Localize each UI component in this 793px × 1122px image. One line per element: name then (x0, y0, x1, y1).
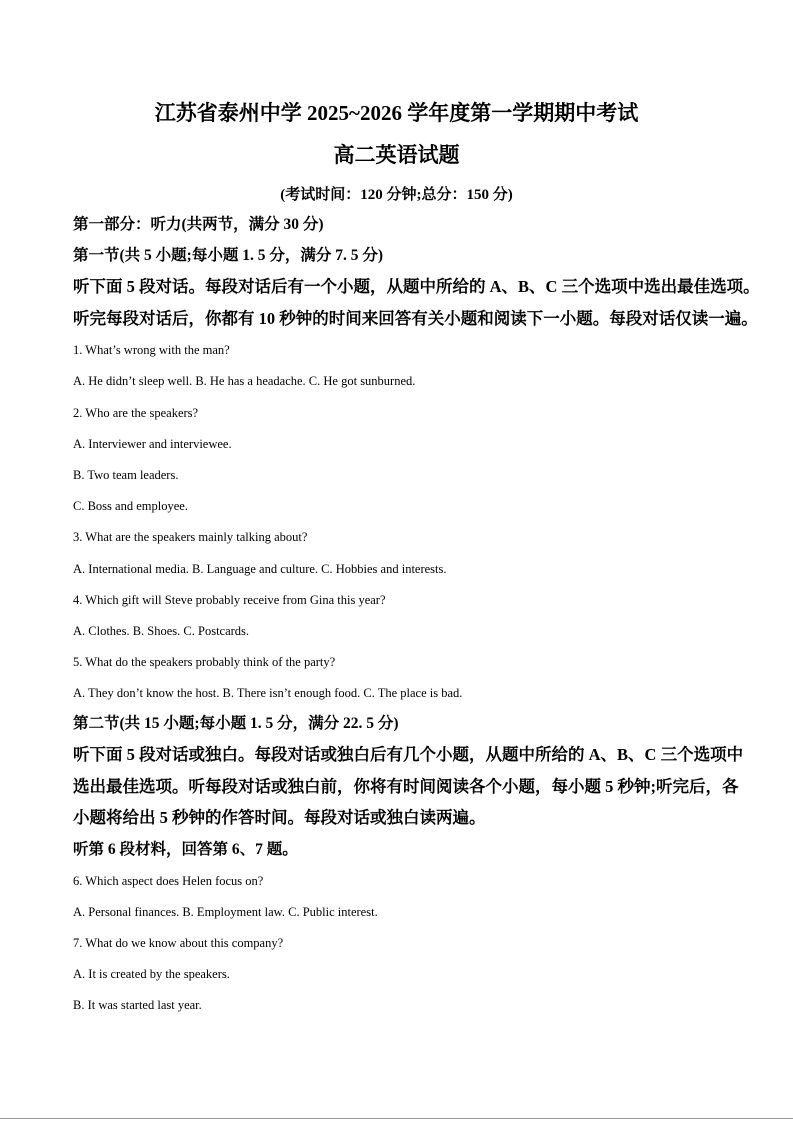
page-bottom-rule (0, 1118, 793, 1119)
question-line: 6. Which aspect does Helen focus on? (73, 874, 264, 888)
exam-info: (考试时间：120 分钟;总分：150 分) (280, 187, 513, 203)
question-line: B. Two team leaders. (73, 468, 179, 482)
question-line: A. Personal finances. B. Employment law. C. Public interest. (73, 905, 378, 919)
question-line: A. He didn’t sleep well. B. He has a headache. C. He got sunburned. (73, 374, 416, 388)
section1-instruction: 听下面 5 段对话。每段对话后有一个小题，从题中所给的 A、B、C 三个选项中选出最佳选项。 (73, 277, 760, 296)
material6-heading: 听第 6 段材料，回答第 6、7 题。 (73, 841, 298, 858)
question-line: B. It was started last year. (73, 998, 202, 1012)
exam-title: 江苏省泰州中学 2025~2026 学年度第一学期期中考试 (154, 101, 639, 125)
exam-subtitle: 高二英语试题 (333, 143, 460, 167)
question-line: 1. What’s wrong with the man? (73, 343, 230, 357)
question-line: 5. What do the speakers probably think of the party? (73, 655, 336, 669)
question-line: C. Boss and employee. (73, 499, 188, 513)
question-line: A. They don’t know the host. B. There isn’t enough food. C. The place is bad. (73, 686, 463, 700)
question-line: A. International media. B. Language and culture. C. Hobbies and interests. (73, 562, 447, 576)
question-line: 7. What do we know about this company? (73, 936, 284, 950)
section2-instruction: 选出最佳选项。听每段对话或独白前，你将有时间阅读各个小题，每小题 5 秒钟;听完后，各 (73, 777, 739, 796)
section1-instruction: 听完每段对话后，你都有 10 秒钟的时间来回答有关小题和阅读下一小题。每段对话仅读一遍。 (73, 309, 758, 328)
section1-heading: 第一节(共 5 小题;每小题 1. 5 分，满分 7. 5 分) (73, 247, 383, 264)
section2-heading: 第二节(共 15 小题;每小题 1. 5 分，满分 22. 5 分) (73, 715, 399, 732)
question-line: A. Clothes. B. Shoes. C. Postcards. (73, 624, 250, 638)
part1-heading: 第一部分：听力(共两节，满分 30 分) (73, 216, 324, 233)
question-line: A. Interviewer and interviewee. (73, 437, 232, 451)
question-line: 3. What are the speakers mainly talking about? (73, 530, 308, 544)
section2-instruction: 听下面 5 段对话或独白。每段对话或独白后有几个小题，从题中所给的 A、B、C 三个选项中 (73, 745, 744, 764)
question-line: A. It is created by the speakers. (73, 967, 230, 981)
section2-instruction: 小题将给出 5 秒钟的作答时间。每段对话或独白读两遍。 (73, 808, 486, 827)
question-line: 4. Which gift will Steve probably receive from Gina this year? (73, 593, 386, 607)
question-line: 2. Who are the speakers? (73, 406, 199, 420)
